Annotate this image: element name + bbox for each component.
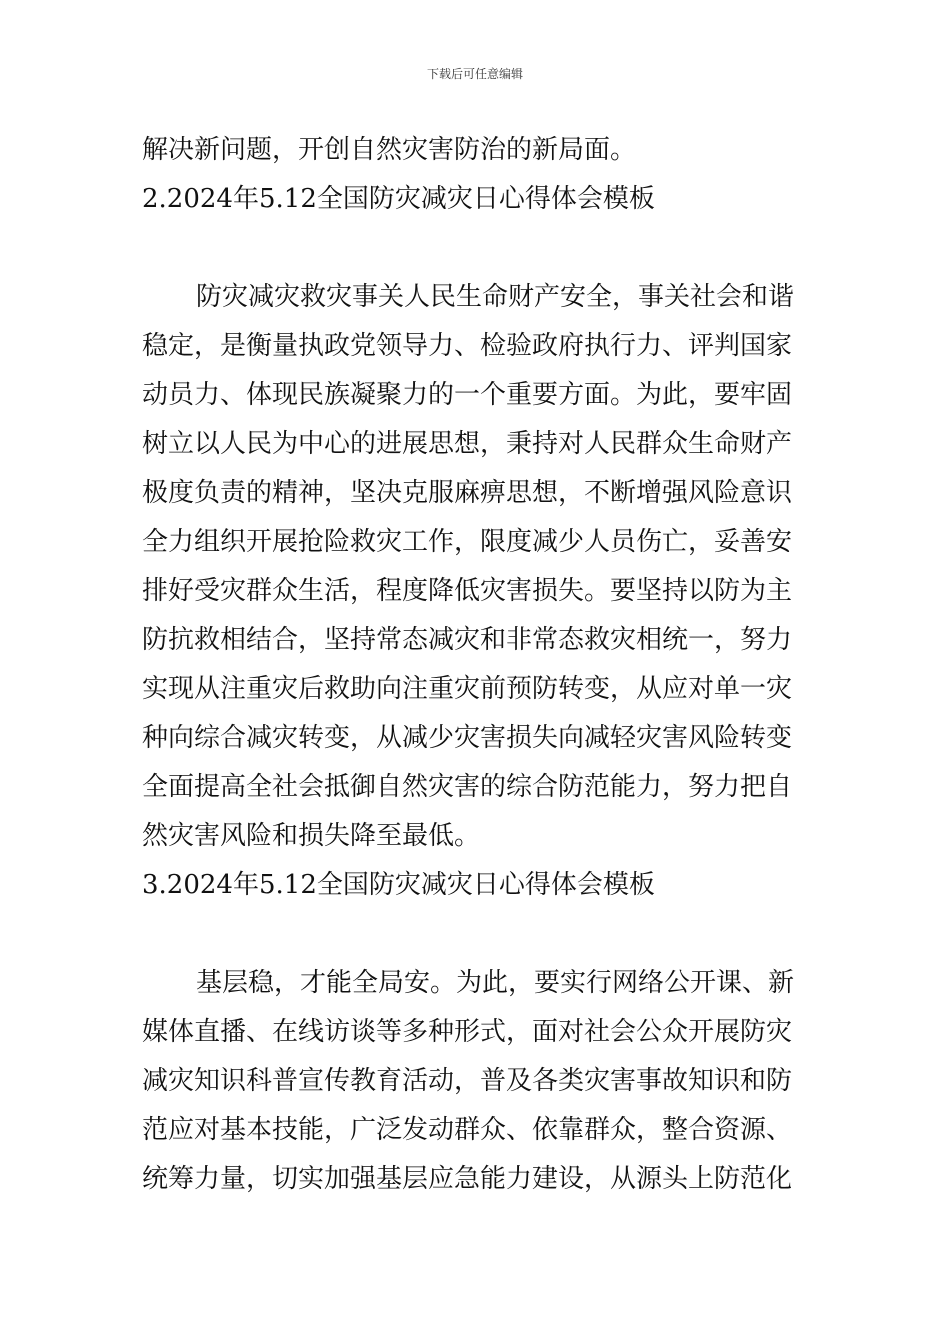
blank-line bbox=[142, 910, 822, 959]
paragraph-line: 统筹力量，切实加强基层应急能力建设，从源头上防范化 bbox=[142, 1164, 793, 1194]
section-2-heading: 2.2024年5.12全国防灾减灾日心得体会模板 bbox=[142, 184, 655, 214]
intro-line: 解决新问题，开创自然灾害防治的新局面。 bbox=[142, 135, 637, 165]
paragraph-line: 防灾减灾救灾事关人民生命财产安全，事关社会和谐 bbox=[196, 282, 795, 312]
section-3-heading: 3.2024年5.12全国防灾减灾日心得体会模板 bbox=[142, 870, 655, 900]
paragraph-line: 全面提高全社会抵御自然灾害的综合防范能力，努力把自 bbox=[142, 772, 793, 802]
page-header: 下载后可任意编辑 bbox=[426, 67, 523, 81]
paragraph-line: 媒体直播、在线访谈等多种形式，面对社会公众开展防灾 bbox=[142, 1017, 793, 1047]
paragraph-line: 动员力、体现民族凝聚力的一个重要方面。为此，要牢固 bbox=[142, 380, 793, 410]
blank-line bbox=[142, 224, 822, 273]
paragraph-line: 极度负责的精神，坚决克服麻痹思想，不断增强风险意识 bbox=[142, 478, 793, 508]
paragraph-line: 范应对基本技能，广泛发动群众、依靠群众，整合资源、 bbox=[142, 1115, 793, 1145]
paragraph-line: 基层稳，才能全局安。为此，要实行网络公开课、新 bbox=[196, 968, 795, 998]
paragraph-line: 防抗救相结合，坚持常态减灾和非常态救灾相统一，努力 bbox=[142, 625, 793, 655]
paragraph-line: 排好受灾群众生活，程度降低灾害损失。要坚持以防为主 bbox=[142, 576, 793, 606]
paragraph-line: 实现从注重灾后救助向注重灾前预防转变，从应对单一灾 bbox=[142, 674, 793, 704]
document-body bbox=[142, 126, 822, 1204]
section-3-paragraph bbox=[142, 959, 822, 1204]
paragraph-line: 树立以人民为中心的进展思想，秉持对人民群众生命财产 bbox=[142, 429, 793, 459]
paragraph-line: 稳定，是衡量执政党领导力、检验政府执行力、评判国家 bbox=[142, 331, 793, 361]
paragraph-line: 然灾害风险和损失降至最低。 bbox=[142, 821, 481, 851]
paragraph-line: 减灾知识科普宣传教育活动，普及各类灾害事故知识和防 bbox=[142, 1066, 793, 1096]
paragraph-line: 全力组织开展抢险救灾工作，限度减少人员伤亡，妥善安 bbox=[142, 527, 793, 557]
section-2-paragraph bbox=[142, 273, 822, 861]
paragraph-line: 种向综合减灾转变，从减少灾害损失向减轻灾害风险转变 bbox=[142, 723, 793, 753]
